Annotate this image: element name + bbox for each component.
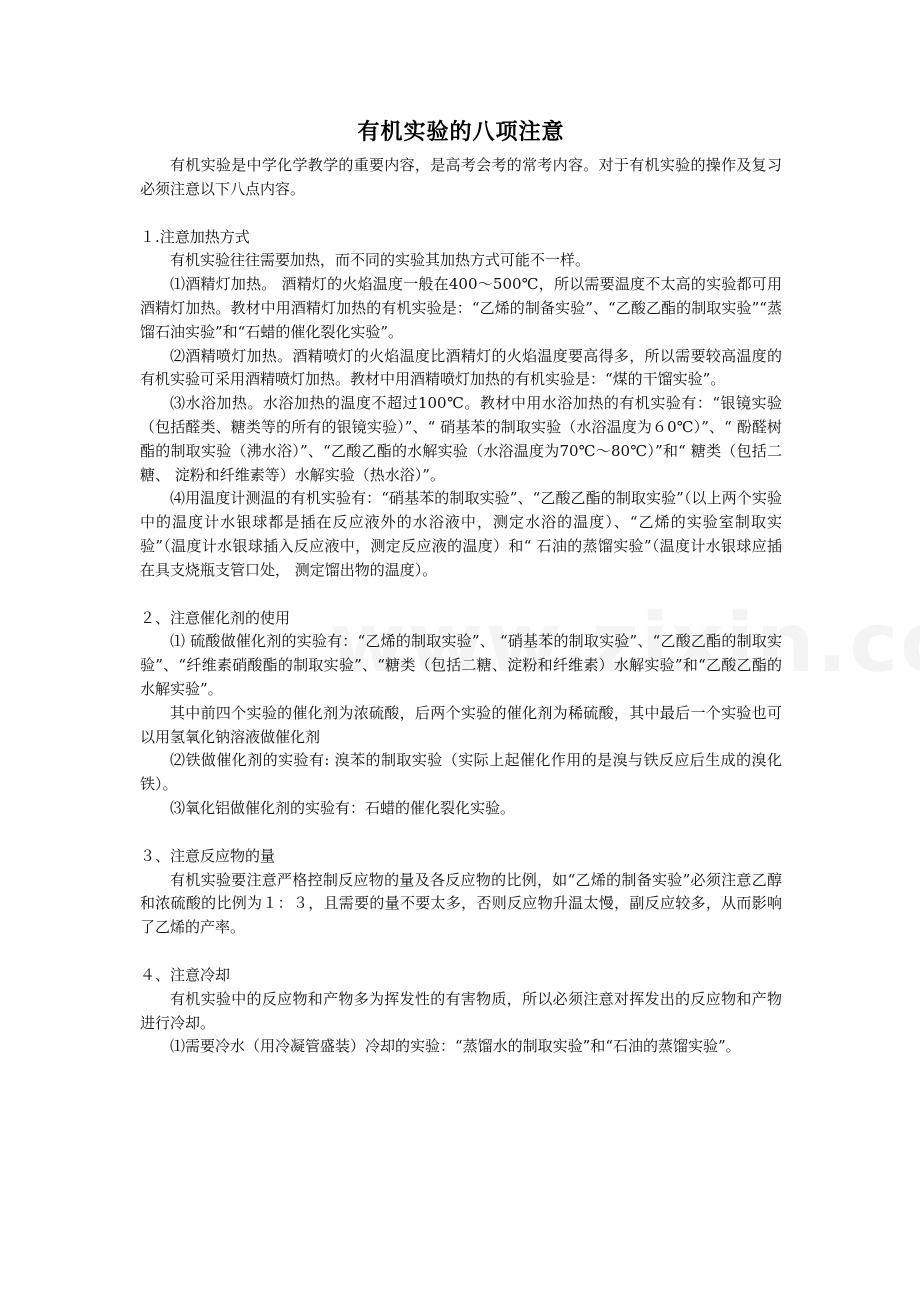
paragraph: 有机实验要注意严格控制反应物的量及各反应物的比例，如“乙烯的制备实验”必须注意乙醇和浓硫酸的比例为１：３，且需要的量不要太多，否则反应物升温太慢，副反应较多，从而影响了乙烯的产率。 — [140, 870, 782, 937]
paragraph: 有机实验往往需要加热，而不同的实验其加热方式可能不一样。 — [170, 251, 591, 270]
paragraph: ⑶氧化铝做催化剂的实验有：石蜡的催化裂化实验。 — [170, 798, 516, 817]
section-heading: ３、注意反应物的量 — [140, 846, 276, 865]
paragraph: ⑴酒精灯加热。 酒精灯的火焰温度一般在400～500℃，所以需要温度不太高的实验都可用酒精灯加热。教材中用酒精灯加热的有机实验是：“乙烯的制备实验”、“乙酸乙酯的制取实验”“蒸馏石油实验”和“石蜡的催化裂化实验”。 — [140, 275, 782, 341]
paragraph: 有机实验中的反应物和产物多为挥发性的有害物质，所以必须注意对挥发出的反应物和产物进行冷却。 — [140, 989, 782, 1032]
paragraph: ⑴ 硫酸做催化剂的实验有：“乙烯的制取实验”、 “硝基苯的制取实验”、“乙酸乙酯的制取实验”、“纤维素硝酸酯的制取实验”、“糖类（包括二糖、淀粉和纤维素）水解实验”和“乙酸乙酯的水解实验”。 — [140, 632, 782, 698]
section-catalyst — [140, 607, 782, 821]
document-title: 有机实验的八项注意 — [357, 120, 565, 145]
paragraph: ⑴需要冷水（用冷凝管盛装）冷却的实验：“蒸馏水的制取实验”和“石油的蒸馏实验”。 — [170, 1037, 741, 1056]
section-reactant-amount — [140, 845, 782, 940]
section-heating — [140, 226, 782, 583]
paragraph: ⑵铁做催化剂的实验有: 溴苯的制取实验（实际上起催化作用的是溴与铁反应后生成的溴化铁）。 — [140, 751, 782, 794]
paragraph: ⑷用温度计测温的有机实验有：“硝基苯的制取实验”、“乙酸乙酯的制取实验”（以上两个实验中的温度计水银球都是插在反应液外的水浴液中，测定水浴的温度）、“乙烯的实验室制取实验”（温度计水银球插入反应液中，测定反应液的温度）和“ 石油的蒸馏实验”（温度计水银球应插在具支烧瓶支管口处， 测定馏出物的温度）。 — [140, 489, 782, 579]
section-heading: ２、注意催化剂的使用 — [140, 608, 291, 627]
document-page — [140, 118, 782, 1059]
section-heading: ４、注意冷却 — [140, 965, 231, 984]
paragraph: 其中前四个实验的催化剂为浓硫酸，后两个实验的催化剂为稀硫酸，其中最后一个实验也可以用氢氧化钠溶液做催化剂 — [140, 703, 782, 746]
section-cooling — [140, 964, 782, 1059]
paragraph: ⑵酒精喷灯加热。酒精喷灯的火焰温度比酒精灯的火焰温度要高得多，所以需要较高温度的有机实验可采用酒精喷灯加热。教材中用酒精喷灯加热的有机实验是：“煤的干馏实验”。 — [140, 346, 782, 389]
intro-paragraph: 有机实验是中学化学教学的重要内容，是高考会考的常考内容。对于有机实验的操作及复习必须注意以下八点内容。 — [140, 156, 782, 198]
section-heading: １.注意加热方式 — [140, 227, 250, 246]
paragraph: ⑶水浴加热。水浴加热的温度不超过100℃。教材中用水浴加热的有机实验有：“银镜实验（包括醛类、糖类等的所有的银镜实验）”、“ 硝基苯的制取实验（水浴温度为６0℃）”、“ 酚醛树酯的制取实验（沸水浴）”、“乙酸乙酯的水解实验（水浴温度为70℃～80℃）”和“ 糖类（包括二糖、 淀粉和纤维素等）水解实验（热水浴）”。 — [140, 394, 782, 484]
